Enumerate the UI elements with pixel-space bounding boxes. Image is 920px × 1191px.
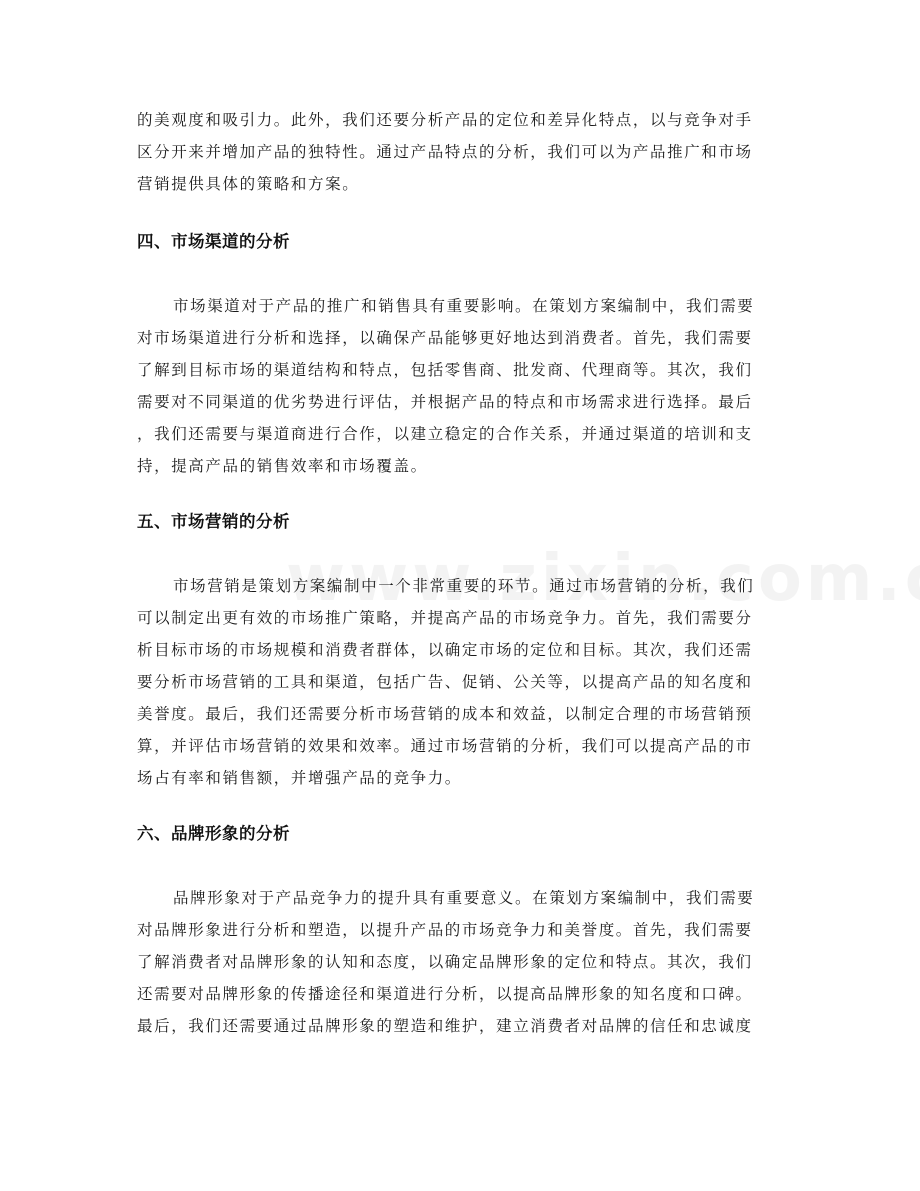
- section-heading: 六、品牌形象的分析: [137, 824, 290, 843]
- paragraph-line: 要分析市场营销的工具和渠道，包括广告、促销、公关等，以提高产品的知名度和: [137, 673, 753, 691]
- paragraph: [137, 882, 797, 1042]
- paragraph-line: 对品牌形象进行分析和塑造，以提升产品的市场竞争力和美誉度。首先，我们需要: [137, 921, 753, 939]
- paragraph-line: 可以制定出更有效的市场推广策略，并提高产品的市场竞争力。首先，我们需要分: [137, 609, 753, 627]
- section-heading: 五、市场营销的分析: [137, 512, 290, 531]
- paragraph-line: 了解到目标市场的渠道结构和特点，包括零售商、批发商、代理商等。其次，我们: [137, 361, 753, 379]
- paragraph-line: 还需要对品牌形象的传播途径和渠道进行分析，以提高品牌形象的知名度和口碑。: [137, 985, 753, 1003]
- paragraph-line: 算，并评估市场营销的效果和效率。通过市场营销的分析，我们可以提高产品的市: [137, 737, 753, 755]
- paragraph-line: 的美观度和吸引力。此外，我们还要分析产品的定位和差异化特点，以与竞争对手: [137, 111, 753, 129]
- paragraph-line: 市场营销是策划方案编制中一个非常重要的环节。通过市场营销的分析，我们: [173, 577, 755, 595]
- paragraph-line: ，我们还需要与渠道商进行合作，以建立稳定的合作关系，并通过渠道的培训和支: [137, 425, 753, 443]
- paragraph: [137, 104, 797, 200]
- paragraph-line: 市场渠道对于产品的推广和销售具有重要影响。在策划方案编制中，我们需要: [173, 297, 755, 315]
- paragraph-line: 区分开来并增加产品的独特性。通过产品特点的分析，我们可以为产品推广和市场: [137, 143, 753, 161]
- paragraph-line: 析目标市场的市场规模和消费者群体，以确定市场的定位和目标。其次，我们还需: [137, 641, 753, 659]
- paragraph-line: 美誉度。最后，我们还需要分析市场营销的成本和效益，以制定合理的市场营销预: [137, 705, 753, 723]
- section-heading: 四、市场渠道的分析: [137, 232, 290, 251]
- paragraph-line: 需要对不同渠道的优劣势进行评估，并根据产品的特点和市场需求进行选择。最后: [137, 393, 753, 411]
- paragraph: [137, 290, 797, 482]
- paragraph-line: 对市场渠道进行分析和选择，以确保产品能够更好地达到消费者。首先，我们需要: [137, 329, 753, 347]
- paragraph-line: 场占有率和销售额，并增强产品的竞争力。: [137, 769, 462, 787]
- paragraph-line: 营销提供具体的策略和方案。: [137, 175, 360, 193]
- paragraph: [137, 570, 797, 794]
- paragraph-line: 品牌形象对于产品竞争力的提升具有重要意义。在策划方案编制中，我们需要: [173, 889, 755, 907]
- paragraph-line: 最后，我们还需要通过品牌形象的塑造和维护，建立消费者对品牌的信任和忠诚度: [137, 1017, 753, 1035]
- paragraph-line: 了解消费者对品牌形象的认知和态度，以确定品牌形象的定位和特点。其次，我们: [137, 953, 753, 971]
- paragraph-line: 持，提高产品的销售效率和市场覆盖。: [137, 457, 428, 475]
